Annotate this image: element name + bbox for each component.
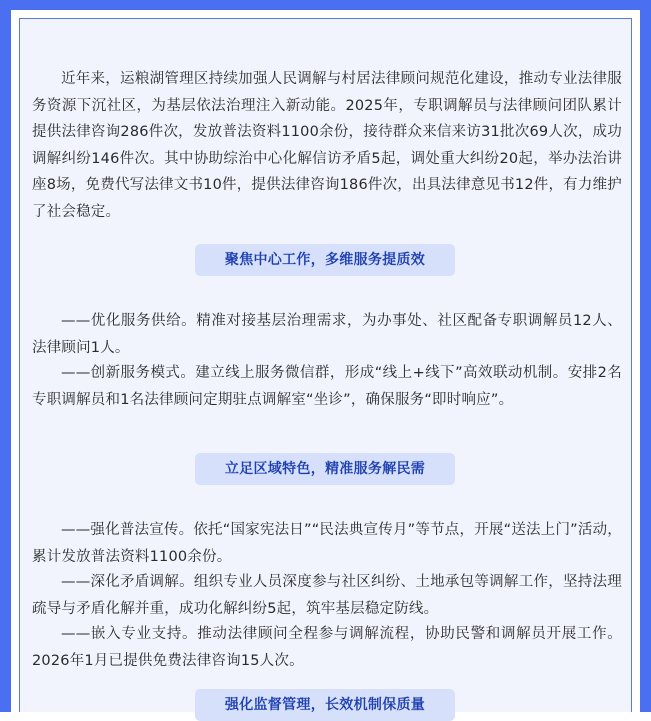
section-1-paragraph-1: ——优化服务供给。精准对接基层治理需求，为办事处、社区配备专职调解员12人、法律顾问1人。 <box>32 313 622 356</box>
section-2-paragraph-1: ——强化普法宣传。依托“国家宪法日”“民法典宣传月”等节点，开展“送法上门”活动，累计发放普法资料1100余份。 <box>32 522 622 565</box>
section-heading-2: 立足区域特色，精准服务解民需 <box>195 453 455 485</box>
intro-paragraph: 近年来，运粮湖管理区持续加强人民调解与村居法律顾问规范化建设，推动专业法律服务资源下沉社区，为基层依法治理注入新动能。2025年，专职调解员与法律顾问团队累计提供法律咨询286件次，发放普法资料1100余份，接待群众来信来访31批次69人次，成功调解纠纷146件次。其中协助综治中心化解信访矛盾5起，调处重大纠纷20起，举办法治讲座8场，免费代写法律文书10件，提供法律咨询186件次，出具法律意见书12件，有力维护了社会稳定。 <box>32 71 622 220</box>
article-panel <box>19 18 632 712</box>
white-border <box>11 10 640 712</box>
section-2-paragraph-3: ——嵌入专业支持。推动法律顾问全程参与调解流程，协助民警和调解员开展工作。2026年1月已提供免费法律咨询15人次。 <box>32 626 622 669</box>
section-heading-3: 强化监督管理，长效机制保质量 <box>195 689 455 721</box>
section-heading-1: 聚焦中心工作，多维服务提质效 <box>195 244 455 276</box>
section-2-paragraph-2: ——深化矛盾调解。组织专业人员深度参与社区纠纷、土地承包等调解工作，坚持法理疏导与矛盾化解并重，成功化解纠纷5起，筑牢基层稳定防线。 <box>32 574 622 617</box>
section-1-paragraph-2: ——创新服务模式。建立线上服务微信群，形成“线上+线下”高效联动机制。安排2名专职调解员和1名法律顾问定期驻点调解室“坐诊”，确保服务“即时响应”。 <box>32 365 622 408</box>
